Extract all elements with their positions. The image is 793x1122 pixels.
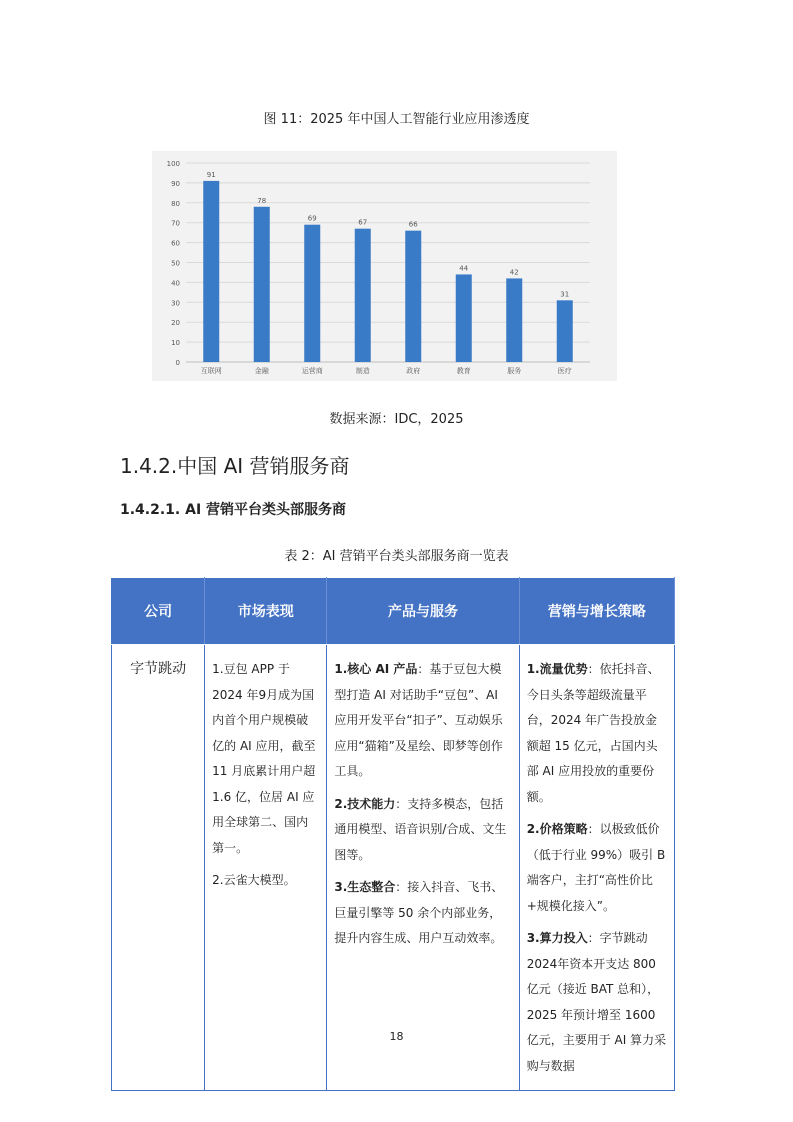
y-tick-label: 50 <box>171 259 180 268</box>
strategy-text-3: ：字节跳动 2024年资本开支达 800 亿元（接近 BAT 总和），2025 年预计增至 1600 亿元，主要用于 AI 算力采购与数据 <box>526 931 667 1073</box>
header-product: 产品与服务 <box>327 578 519 645</box>
data-label: 91 <box>206 170 216 179</box>
x-tick-label: 互联网 <box>200 367 222 375</box>
header-strategy: 营销与增长策略 <box>519 578 674 645</box>
x-tick-label: 运营商 <box>301 367 323 375</box>
market-para-1: 1.豆包 APP 于 2024 年9月成为国内首个用户规模破亿的 AI 应用，截至 11 月底累计用户超 1.6 亿，位居 AI 应用全球第二、国内第一。 <box>212 662 316 855</box>
x-tick-label: 医疗 <box>557 367 572 375</box>
product-text-2: ：支持多模态，包括通用模型、语音识别/合成、文生图等。 <box>334 796 507 862</box>
product-label-2: 2.技术能力 <box>334 796 396 811</box>
bar <box>254 207 270 362</box>
strategy-label-1: 1.流量优势 <box>526 662 588 676</box>
section-heading: 1.4.2.中国 AI 营销服务商 <box>120 454 350 478</box>
company-cell: 字节跳动 <box>112 645 205 1091</box>
data-label: 42 <box>509 268 519 277</box>
data-label: 31 <box>560 290 570 299</box>
bar <box>456 274 472 362</box>
chart-svg <box>152 151 617 381</box>
bar <box>405 231 421 362</box>
x-tick-label: 金融 <box>254 367 269 375</box>
bar <box>506 278 522 362</box>
strategy-para-1 <box>527 657 667 810</box>
strategy-label-2: 2.价格策略 <box>526 822 588 836</box>
product-label-3: 3.生态整合 <box>334 880 396 894</box>
x-tick-label: 服务 <box>507 367 522 375</box>
bar <box>355 229 371 362</box>
table-caption: 表 2：AI 营销平台类头部服务商一览表 <box>284 549 509 564</box>
bar <box>557 300 573 362</box>
y-tick-label: 60 <box>171 239 180 248</box>
x-tick-label: 制造 <box>355 367 370 375</box>
y-tick-label: 90 <box>171 179 180 188</box>
y-tick-label: 10 <box>171 339 180 348</box>
y-tick-label: 100 <box>166 160 180 168</box>
data-source: 数据来源：IDC，2025 <box>329 412 464 427</box>
table-row <box>112 645 675 1091</box>
data-label: 69 <box>307 214 317 223</box>
header-market: 市场表现 <box>205 578 327 645</box>
y-tick-label: 80 <box>171 199 180 208</box>
data-label: 44 <box>459 264 469 273</box>
table-header-row <box>112 578 675 645</box>
strategy-text-1: ：依托抖音、今日头条等超级流量平台，2024 年广告投放金额超 15 亿元，占国内头部 AI 应用投放的重要份额。 <box>526 662 660 804</box>
x-tick-label: 教育 <box>456 367 471 375</box>
strategy-text-2: ：以极致低价（低于行业 99%）吸引 B 端客户，主打“高性价比+规模化接入”。 <box>526 822 666 913</box>
product-label-1: 1.核心 AI 产品 <box>334 662 418 676</box>
service-provider-table <box>111 577 675 1091</box>
product-text-1: ：基于豆包大模型打造 AI 对话助手“豆包”、AI 应用开发平台“扣子”、互动娱乐应用“猫箱”及星绘、即梦等创作工具。 <box>334 662 503 778</box>
y-tick-label: 70 <box>171 219 180 228</box>
bar <box>203 181 219 362</box>
x-tick-label: 政府 <box>406 367 421 375</box>
data-label: 78 <box>257 196 267 205</box>
page-number: 18 <box>389 1030 404 1043</box>
strategy-label-3: 3.算力投入 <box>526 931 588 945</box>
strategy-para-3 <box>527 926 667 1079</box>
product-para-1 <box>334 657 511 785</box>
y-tick-label: 30 <box>171 299 180 308</box>
y-tick-label: 40 <box>171 279 180 288</box>
product-para-2 <box>334 792 511 869</box>
y-tick-label: 0 <box>175 359 180 367</box>
header-company: 公司 <box>112 578 205 645</box>
bar-chart <box>152 151 617 381</box>
product-cell <box>327 645 519 1091</box>
y-tick-label: 20 <box>171 319 180 328</box>
data-label: 66 <box>408 220 418 229</box>
data-label: 67 <box>358 218 368 227</box>
strategy-para-2 <box>527 817 667 919</box>
market-cell <box>205 645 327 1091</box>
subsection-heading: 1.4.2.1. AI 营销平台类头部服务商 <box>120 502 347 518</box>
market-para-2: 2.云雀大模型。 <box>212 873 296 887</box>
product-text-3: ：接入抖音、飞书、巨量引擎等 50 余个内部业务，提升内容生成、用户互动效率。 <box>334 880 504 945</box>
strategy-cell <box>519 645 674 1091</box>
product-para-3 <box>334 875 511 952</box>
figure-title: 图 11：2025 年中国人工智能行业应用渗透度 <box>263 112 530 127</box>
bar <box>304 225 320 362</box>
